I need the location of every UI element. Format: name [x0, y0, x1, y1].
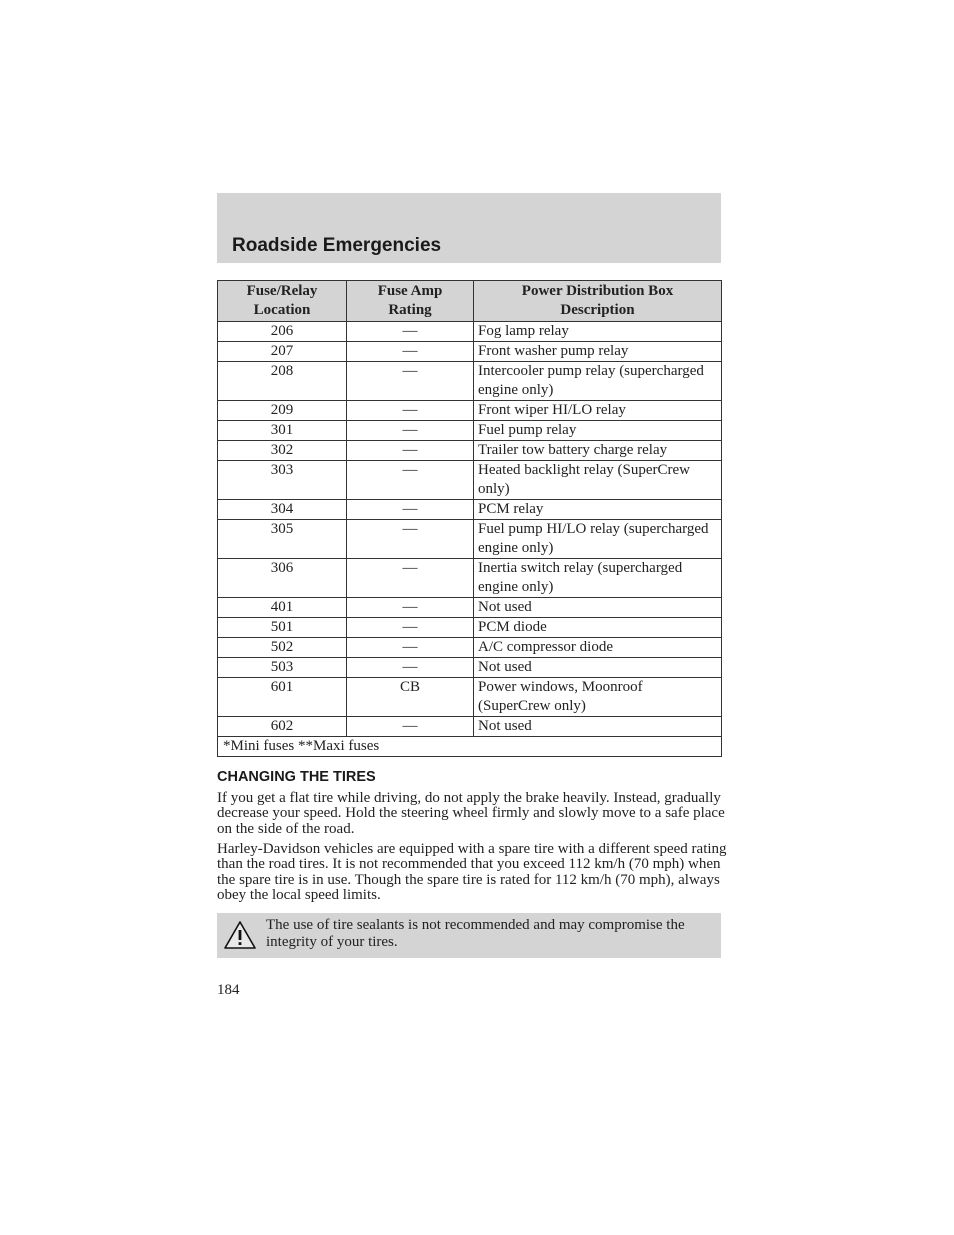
- cell-description: Intercooler pump relay (supercharged engine only): [474, 362, 722, 401]
- table-row: [218, 559, 722, 598]
- cell-rating: —: [347, 342, 474, 362]
- cell-location: 306: [218, 559, 347, 598]
- cell-location: 303: [218, 461, 347, 500]
- column-header-description-line2: Description: [560, 302, 635, 318]
- column-header-rating-line2: Rating: [388, 302, 432, 318]
- page-number: 184: [217, 982, 240, 998]
- cell-description: PCM diode: [474, 618, 722, 638]
- cell-description: Not used: [474, 658, 722, 678]
- warning-box: [217, 913, 721, 958]
- table-footnote: *Mini fuses **Maxi fuses: [218, 737, 722, 757]
- warning-text: The use of tire sealants is not recommended and may compromise the integrity of your tires.: [266, 917, 685, 950]
- cell-description: Fuel pump HI/LO relay (supercharged engine only): [474, 520, 722, 559]
- cell-location: 208: [218, 362, 347, 401]
- cell-description: A/C compressor diode: [474, 638, 722, 658]
- table-row: [218, 421, 722, 441]
- table-row: [218, 638, 722, 658]
- cell-rating: —: [347, 401, 474, 421]
- cell-location: 601: [218, 678, 347, 717]
- cell-rating: —: [347, 441, 474, 461]
- cell-rating: —: [347, 322, 474, 342]
- cell-location: 206: [218, 322, 347, 342]
- cell-rating: CB: [347, 678, 474, 717]
- cell-rating: —: [347, 500, 474, 520]
- column-header-description: [474, 281, 722, 322]
- cell-description: Trailer tow battery charge relay: [474, 441, 722, 461]
- table-row: [218, 461, 722, 500]
- table-row: [218, 322, 722, 342]
- table-row: [218, 717, 722, 737]
- column-header-location-line2: Location: [253, 302, 311, 318]
- cell-location: 503: [218, 658, 347, 678]
- cell-description: Front wiper HI/LO relay: [474, 401, 722, 421]
- changing-tires-heading: CHANGING THE TIRES: [217, 769, 376, 785]
- cell-description: Inertia switch relay (supercharged engine only): [474, 559, 722, 598]
- cell-rating: —: [347, 559, 474, 598]
- cell-description: Not used: [474, 598, 722, 618]
- table-row: [218, 500, 722, 520]
- cell-description: Fuel pump relay: [474, 421, 722, 441]
- cell-rating: —: [347, 717, 474, 737]
- cell-location: 305: [218, 520, 347, 559]
- table-row: [218, 342, 722, 362]
- cell-rating: —: [347, 618, 474, 638]
- cell-rating: —: [347, 461, 474, 500]
- cell-description: Not used: [474, 717, 722, 737]
- cell-location: 209: [218, 401, 347, 421]
- spare-tire-paragraph: Harley-Davidson vehicles are equipped with a spare tire with a different speed rating than the road tires. It is not recommended that you exceed 112 km/h (70 mph) when the spare tire is in use. Though the spare tire is rated for 112 km/h (70 mph), always obey the local speed limits.: [217, 841, 727, 903]
- warning-triangle-icon: [223, 920, 257, 950]
- column-header-rating: [347, 281, 474, 322]
- table-header-row: [218, 281, 722, 322]
- cell-rating: —: [347, 421, 474, 441]
- table-row: [218, 678, 722, 717]
- table-row: [218, 362, 722, 401]
- table-row: [218, 441, 722, 461]
- section-title: Roadside Emergencies: [232, 235, 442, 256]
- cell-description: Front washer pump relay: [474, 342, 722, 362]
- cell-description: Power windows, Moonroof (SuperCrew only): [474, 678, 722, 717]
- column-header-location: [218, 281, 347, 322]
- cell-location: 302: [218, 441, 347, 461]
- fuse-relay-table: [217, 280, 722, 757]
- cell-location: 602: [218, 717, 347, 737]
- cell-rating: —: [347, 638, 474, 658]
- cell-location: 207: [218, 342, 347, 362]
- section-header-band: [217, 193, 721, 263]
- cell-location: 401: [218, 598, 347, 618]
- flat-tire-paragraph: If you get a flat tire while driving, do not apply the brake heavily. Instead, gradually decrease your speed. Hold the steering wheel firmly and slowly move to a safe place on the side of the road.: [217, 790, 725, 837]
- cell-rating: —: [347, 598, 474, 618]
- cell-rating: —: [347, 362, 474, 401]
- cell-rating: —: [347, 520, 474, 559]
- table-row: [218, 520, 722, 559]
- cell-description: Fog lamp relay: [474, 322, 722, 342]
- cell-rating: —: [347, 658, 474, 678]
- cell-description: PCM relay: [474, 500, 722, 520]
- column-header-location-line1: Fuse/Relay: [246, 283, 318, 299]
- column-header-description-line1: Power Distribution Box: [521, 283, 674, 299]
- cell-location: 502: [218, 638, 347, 658]
- table-row: [218, 598, 722, 618]
- cell-location: 501: [218, 618, 347, 638]
- table-row: [218, 658, 722, 678]
- cell-location: 304: [218, 500, 347, 520]
- cell-location: 301: [218, 421, 347, 441]
- table-row: [218, 401, 722, 421]
- cell-description: Heated backlight relay (SuperCrew only): [474, 461, 722, 500]
- table-row: [218, 618, 722, 638]
- column-header-rating-line1: Fuse Amp: [377, 283, 443, 299]
- table-footnote-row: [218, 737, 722, 757]
